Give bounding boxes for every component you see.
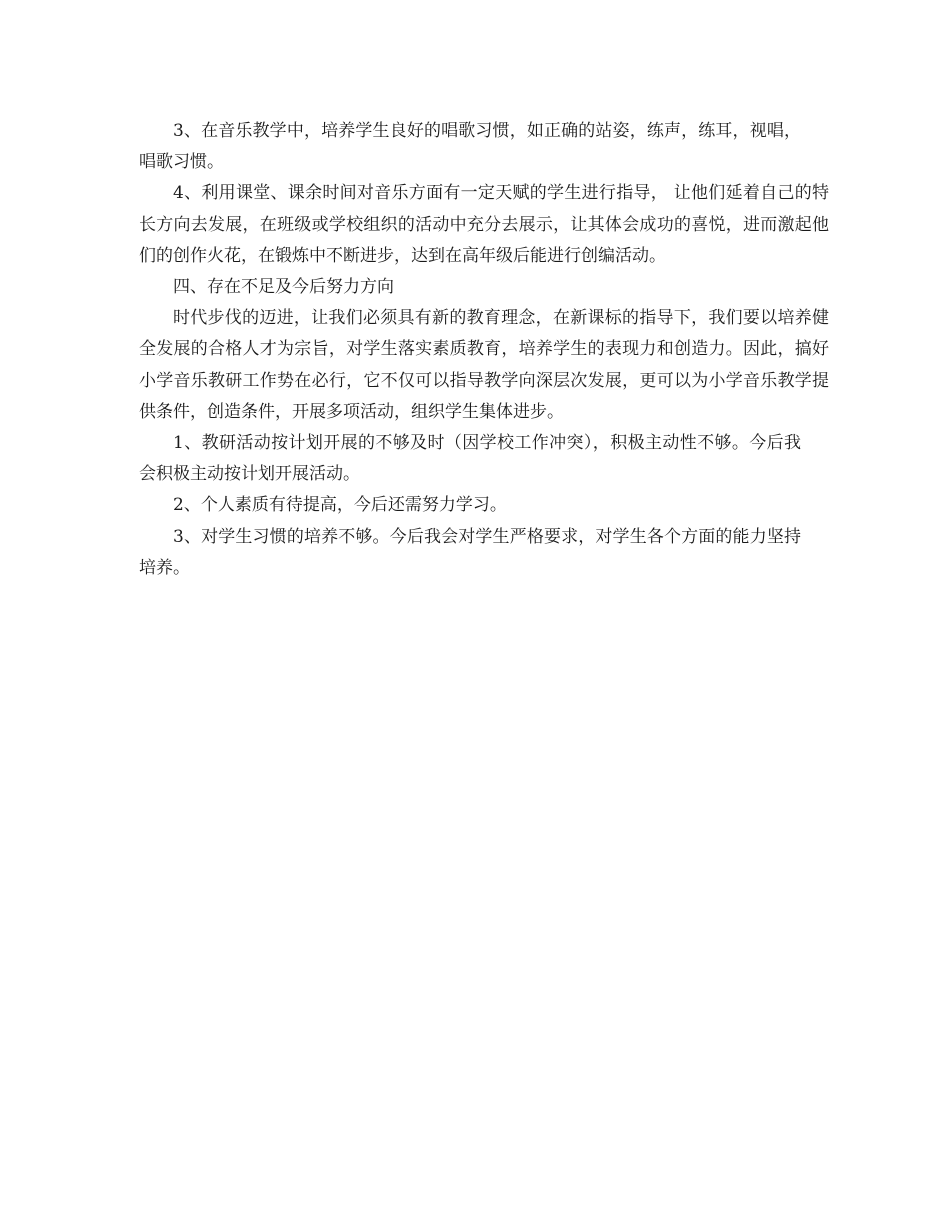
section-heading-shortcomings: 四、存在不足及今后努力方向 xyxy=(173,277,394,298)
paragraph-research-activities: 1、教研活动按计划开展的不够及时（因学校工作冲突），积极主动性不够。今后我会积极主动按计划开展活动。 xyxy=(139,433,801,485)
paragraph-singing-habits: 3、在音乐教学中，培养学生良好的唱歌习惯，如正确的站姿，练声，练耳，视唱，唱歌习惯。 xyxy=(139,121,801,173)
paragraph-personal-quality: 2、个人素质有待提高，今后还需努力学习。 xyxy=(173,495,507,516)
paragraph-education-philosophy: 时代步伐的迈进，让我们必须具有新的教育理念，在新课标的指导下，我们要以培养健全发展的合格人才为宗旨，对学生落实素质教育，培养学生的表现力和创造力。因此，搞好小学音乐教研工作势在必行，它不仅可以指导教学向深层次发展，更可以为小学音乐教学提供条件，创造条件，开展多项活动，组织学生集体进步。 xyxy=(139,308,829,422)
paragraph-talent-guidance: 4、利用课堂、课余时间对音乐方面有一定天赋的学生进行指导， 让他们延着自己的特长方向去发展，在班级或学校组织的活动中充分去展示，让其体会成功的喜悦，进而激起他们的创作火花，在锻炼中不断进步，达到在高年级后能进行创编活动。 xyxy=(139,183,829,266)
document-body xyxy=(139,116,829,584)
paragraph-student-habits: 3、对学生习惯的培养不够。今后我会对学生严格要求，对学生各个方面的能力坚持培养。 xyxy=(139,526,801,578)
